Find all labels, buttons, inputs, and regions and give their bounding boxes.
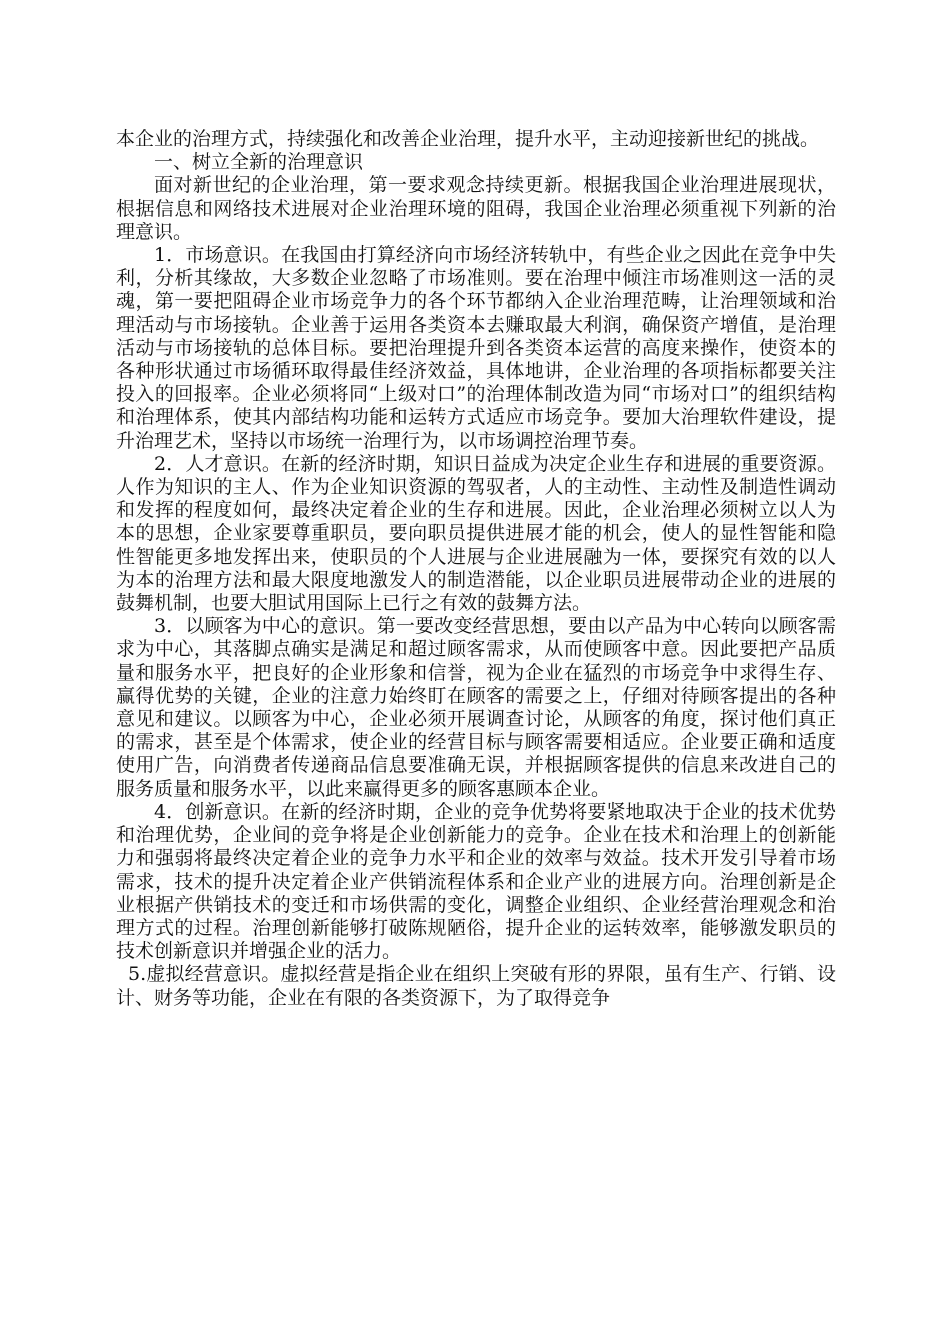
paragraph-customer-awareness: 3．以顾客为中心的意识。第一要改变经营思想，要由以产品为中心转向以顾客需求为中心，其落脚点确实是满足和超过顾客需求，从而使顾客中意。因此要把产品质量和服务水平，把良好的企业形象和信誉，视为企业在猛烈的市场竞争中求得生存、赢得优势的关键，企业的注意力始终盯在顾客的需要之上，仔细对待顾客提出的各种意见和建议。以顾客为中心，企业必须开展调查讨论，从顾客的角度，探讨他们真正的需求，甚至是个体需求，使企业的经营目标与顾客需要相适应。企业要正确和适度使用广告，向消费者传递商品信息要准确无误，并根据顾客提供的信息来改进自己的服务质量和服务水平，以此来赢得更多的顾客惠顾本企业。 <box>116 615 836 800</box>
document-body <box>116 128 836 1010</box>
paragraph-virtual-operation: 5.虚拟经营意识。虚拟经营是指企业在组织上突破有形的界限，虽有生产、行销、设计、财务等功能，企业在有限的各类资源下，为了取得竞争 <box>116 963 836 1009</box>
paragraph-continuation: 本企业的治理方式，持续强化和改善企业治理，提升水平，主动迎接新世纪的挑战。 <box>116 128 820 150</box>
paragraph-talent-awareness: 2．人才意识。在新的经济时期，知识日益成为决定企业生存和进展的重要资源。人作为知识的主人、作为企业知识资源的驾驭者，人的主动性、主动性及制造性调动和发挥的程度如何，最终决定着企业的生存和进展。因此，企业治理必须树立以人为本的思想，企业家要尊重职员，要向职员提供进展才能的机会，使人的显性智能和隐性智能更多地发挥出来，使职员的个人进展与企业进展融为一体，要探究有效的以人为本的治理方法和最大限度地激发人的制造潜能，以企业职员进展带动企业的进展的鼓舞机制，也要大胆试用国际上已行之有效的鼓舞方法。 <box>116 452 836 615</box>
section-heading: 一、树立全新的治理意识 <box>154 151 364 174</box>
paragraph-market-awareness: 1．市场意识。在我国由打算经济向市场经济转轨中，有些企业之因此在竞争中失利，分析其缘故，大多数企业忽略了市场准则。要在治理中倾注市场准则这一活的灵魂，第一要把阻碍企业市场竞争力的各个环节都纳入企业治理范畴，让治理领域和治理活动与市场接轨。企业善于运用各类资本去赚取最大利润，确保资产增值，是治理活动与市场接轨的总体目标。要把治理提升到各类资本运营的高度来操作，使资本的各种形状通过市场循环取得最佳经济效益，具体地讲，企业治理的各项指标都要关注投入的回报率。企业必须将同“上级对口”的治理体制改造为同“市场对口”的组织结构和治理体系，使其内部结构功能和运转方式适应市场竞争。要加大治理软件建设，提升治理艺术，坚持以市场统一治理行为，以市场调控治理节奏。 <box>116 244 836 452</box>
paragraph-innovation-awareness: 4．创新意识。在新的经济时期，企业的竞争优势将要紧地取决于企业的技术优势和治理优势，企业间的竞争将是企业创新能力的竞争。企业在技术和治理上的创新能力和强弱将最终决定着企业的竞争力水平和企业的效率与效益。技术开发引导着市场需求，技术的提升决定着企业产供销流程体系和企业产业的进展方向。治理创新是企业根据产供销技术的变迁和市场供需的变化，调整企业组织、企业经营治理观念和治理方式的过程。治理创新能够打破陈规陋俗，提升企业的运转效率，能够激发职员的技术创新意识并增强企业的活力。 <box>116 800 836 963</box>
paragraph-intro: 面对新世纪的企业治理，第一要求观念持续更新。根据我国企业治理进展现状，根据信息和网络技术进展对企业治理环境的阻碍，我国企业治理必须重视下列新的治理意识。 <box>116 174 836 243</box>
